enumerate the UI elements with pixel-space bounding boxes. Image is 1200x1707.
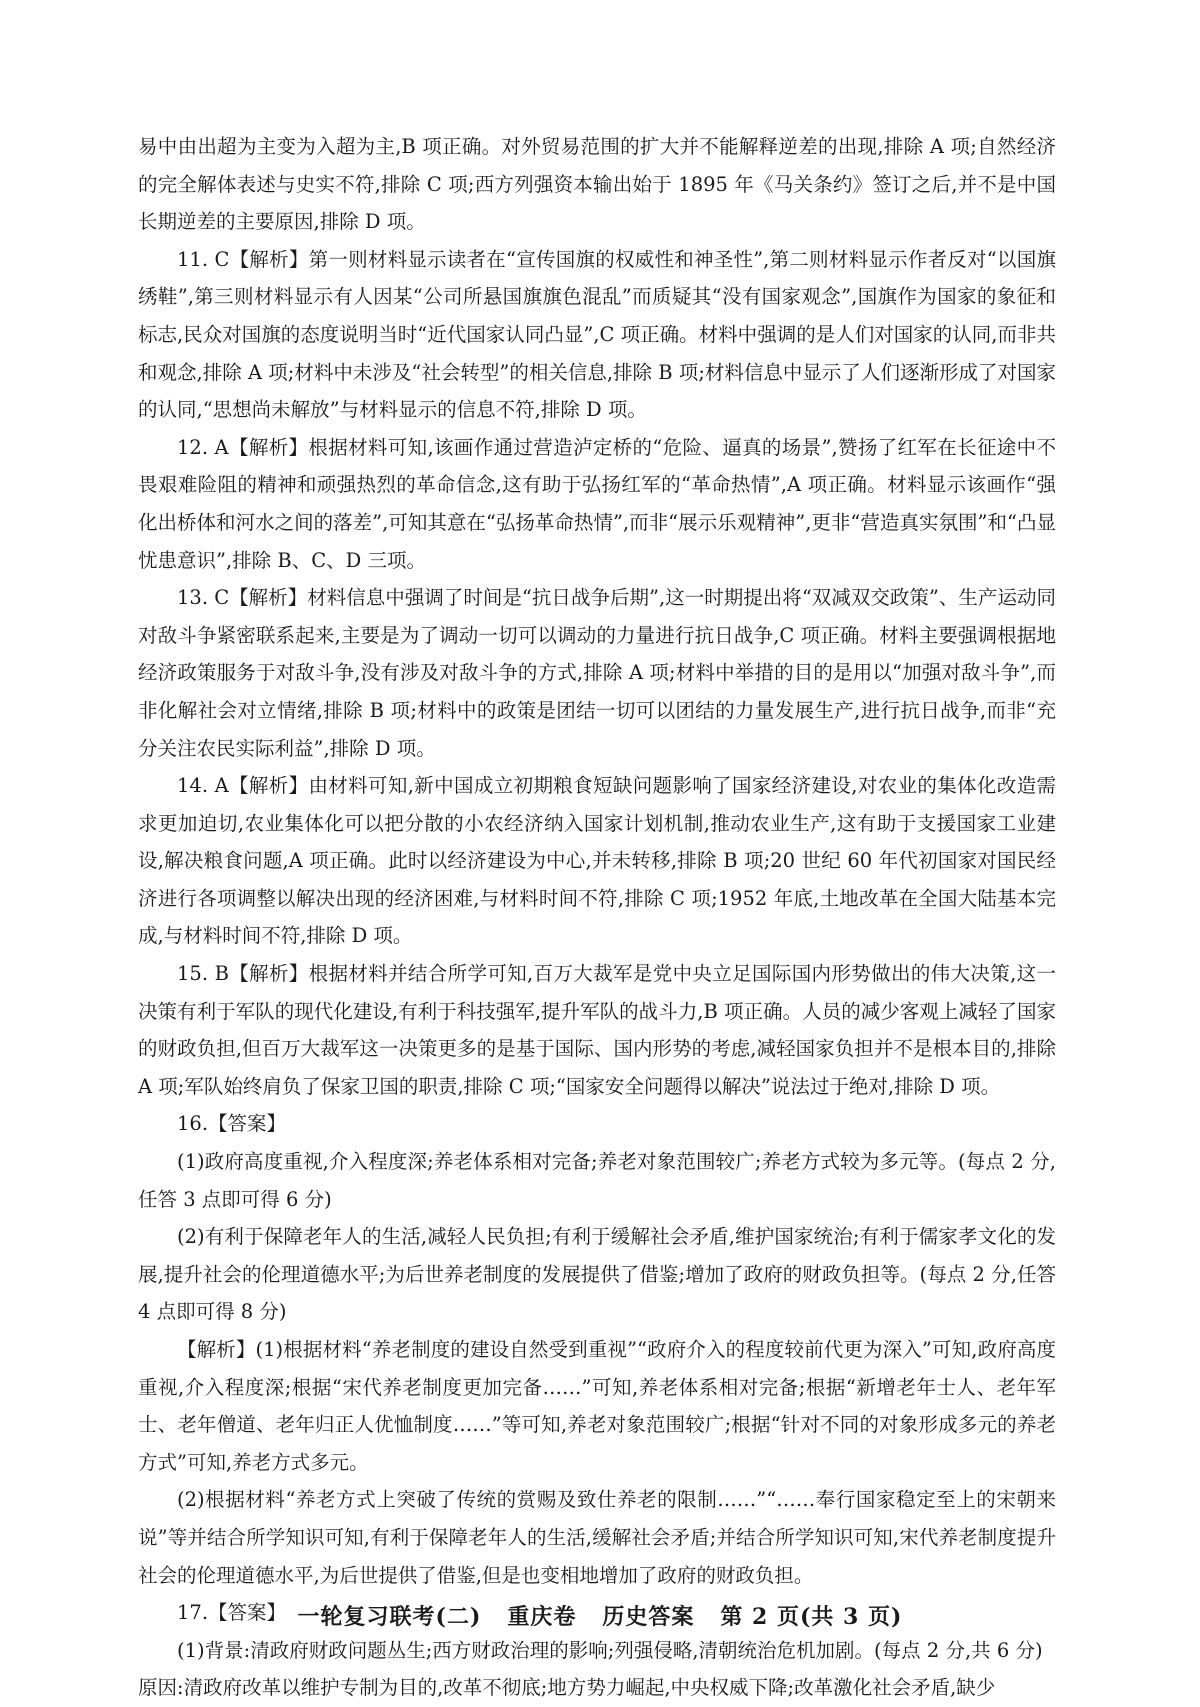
footer-subject: 历史答案 bbox=[602, 1604, 695, 1630]
paragraph-16-analysis-2: (2)根据材料“养老方式上突破了传统的赏赐及致仕养老的限制……”“……奉行国家稳定至上的宋朝来说”等并结合所学知识可知,有利于保障老年人的生活,缓解社会矛盾;并结合所学知识可知,宋代养老制度提升社会的伦理道德水平,为后世提供了借鉴,但是也变相地增加了政府的财政负担。 bbox=[138, 1488, 1056, 1587]
paragraph-17-reasons: 原因:清政府改革以维护专制为目的,改革不彻底;地方势力崛起,中央权威下降;改革激化社会矛盾,缺少 bbox=[138, 1676, 996, 1700]
page-footer bbox=[0, 1600, 1200, 1631]
paragraph-16-part-1: (1)政府高度重视,介入程度深;养老体系相对完备;养老对象范围较广;养老方式较为多元等。(每点 2 分,任答 3 点即可得 6 分) bbox=[138, 1150, 1056, 1211]
answer-content bbox=[138, 128, 1056, 1707]
paragraph-answer-15: 15. B【解析】根据材料并结合所学可知,百万大裁军是党中央立足国际国内形势做出的伟大决策,这一决策有利于军队的现代化建设,有利于科技强军,提升军队的战斗力,B 项正确。人员的减少客观上减轻了国家的财政负担,但百万大裁军这一决策更多的是基于国际、国内形势的考虑,减轻国家负担并不是根本目的,排除 A 项;军队始终肩负了保家卫国的职责,排除 C 项;“国家安全问题得以解决”说法过于绝对,排除 D 项。 bbox=[138, 962, 1056, 1098]
paragraph-17-part-1: (1)背景:清政府财政问题丛生;西方财政治理的影响;列强侵略,清朝统治危机加剧。(每点 2 分,共 6 分) bbox=[177, 1638, 1043, 1662]
paragraph-16-analysis-1: 【解析】(1)根据材料“养老制度的建设自然受到重视”“政府介入的程度较前代更为深入”可知,政府高度重视,介入程度深;根据“宋代养老制度更加完备……”可知,养老体系相对完备;根据“新增老年士人、老年军士、老年僧道、老年归正人优恤制度……”等可知,养老对象范围较广;根据“针对不同的对象形成多元的养老方式”可知,养老方式多元。 bbox=[138, 1338, 1056, 1474]
heading-answer-16: 16.【答案】 bbox=[177, 1112, 287, 1136]
paragraph-answer-11: 11. C【解析】第一则材料显示读者在“宣传国旗的权威性和神圣性”,第二则材料显示作者反对“以国旗绣鞋”,第三则材料显示有人因某“公司所悬国旗旗色混乱”而质疑其“没有国家观念”,国旗作为国家的象征和标志,民众对国旗的态度说明当时“近代国家认同凸显”,C 项正确。材料中强调的是人们对国家的认同,而非共和观念,排除 A 项;材料中未涉及“社会转型”的相关信息,排除 B 项;材料信息中显示了人们逐渐形成了对国家的认同,“思想尚未解放”与材料显示的信息不符,排除 D 项。 bbox=[138, 247, 1056, 422]
heading-answer-17: 17.【答案】 bbox=[177, 1601, 287, 1625]
paragraph-cont-10: 易中由出超为主变为入超为主,B 项正确。对外贸易范围的扩大并不能解释逆差的出现,排除 A 项;自然经济的完全解体表述与史实不符,排除 C 项;西方列强资本输出始于 1895 年《马关条约》签订之后,并不是中国长期逆差的主要原因,排除 D 项。 bbox=[138, 135, 1056, 234]
paragraph-answer-13: 13. C【解析】材料信息中强调了时间是“抗日战争后期”,这一时期提出将“双减双交政策”、生产运动同对敌斗争紧密联系起来,主要是为了调动一切可以调动的力量进行抗日战争,C 项正确。材料主要强调根据地经济政策服务于对敌斗争,没有涉及对敌斗争的方式,排除 A 项;材料中举措的目的是用以“加强对敌斗争”,而非化解社会对立情绪,排除 B 项;材料中的政策是团结一切可以团结的力量发展生产,进行抗日战争,而非“充分关注农民实际利益”,排除 D 项。 bbox=[138, 586, 1056, 760]
footer-series: 一轮复习联考(二) bbox=[297, 1604, 482, 1630]
footer-page-number: 第 2 页(共 3 页) bbox=[720, 1604, 903, 1630]
paragraph-16-part-2: (2)有利于保障老年人的生活,减轻人民负担;有利于缓解社会矛盾,维护国家统治;有利于儒家孝文化的发展,提升社会的伦理道德水平;为后世养老制度的发展提供了借鉴;增加了政府的财政负担等。(每点 2 分,任答 4 点即可得 8 分) bbox=[138, 1225, 1056, 1324]
paragraph-answer-14: 14. A【解析】由材料可知,新中国成立初期粮食短缺问题影响了国家经济建设,对农业的集体化改造需求更加迫切,农业集体化可以把分散的小农经济纳入国家计划机制,推动农业生产,这有助于支援国家工业建设,解决粮食问题,A 项正确。此时以经济建设为中心,并未转移,排除 B 项;20 世纪 60 年代初国家对国民经济进行各项调整以解决出现的经济困难,与材料时间不符,排除 C 项;1952 年底,土地改革在全国大陆基本完成,与材料时间不符,排除 D 项。 bbox=[138, 774, 1056, 948]
paragraph-answer-12: 12. A【解析】根据材料可知,该画作通过营造泸定桥的“危险、逼真的场景”,赞扬了红军在长征途中不畏艰难险阻的精神和顽强热烈的革命信念,这有助于弘扬红军的“革命热情”,A 项正确。材料显示该画作“强化出桥体和河水之间的落差”,可知其意在“弘扬革命热情”,而非“展示乐观精神”,更非“营造真实氛围”和“凸显忧患意识”,排除 B、C、D 三项。 bbox=[138, 435, 1056, 572]
footer-edition: 重庆卷 bbox=[507, 1604, 577, 1630]
